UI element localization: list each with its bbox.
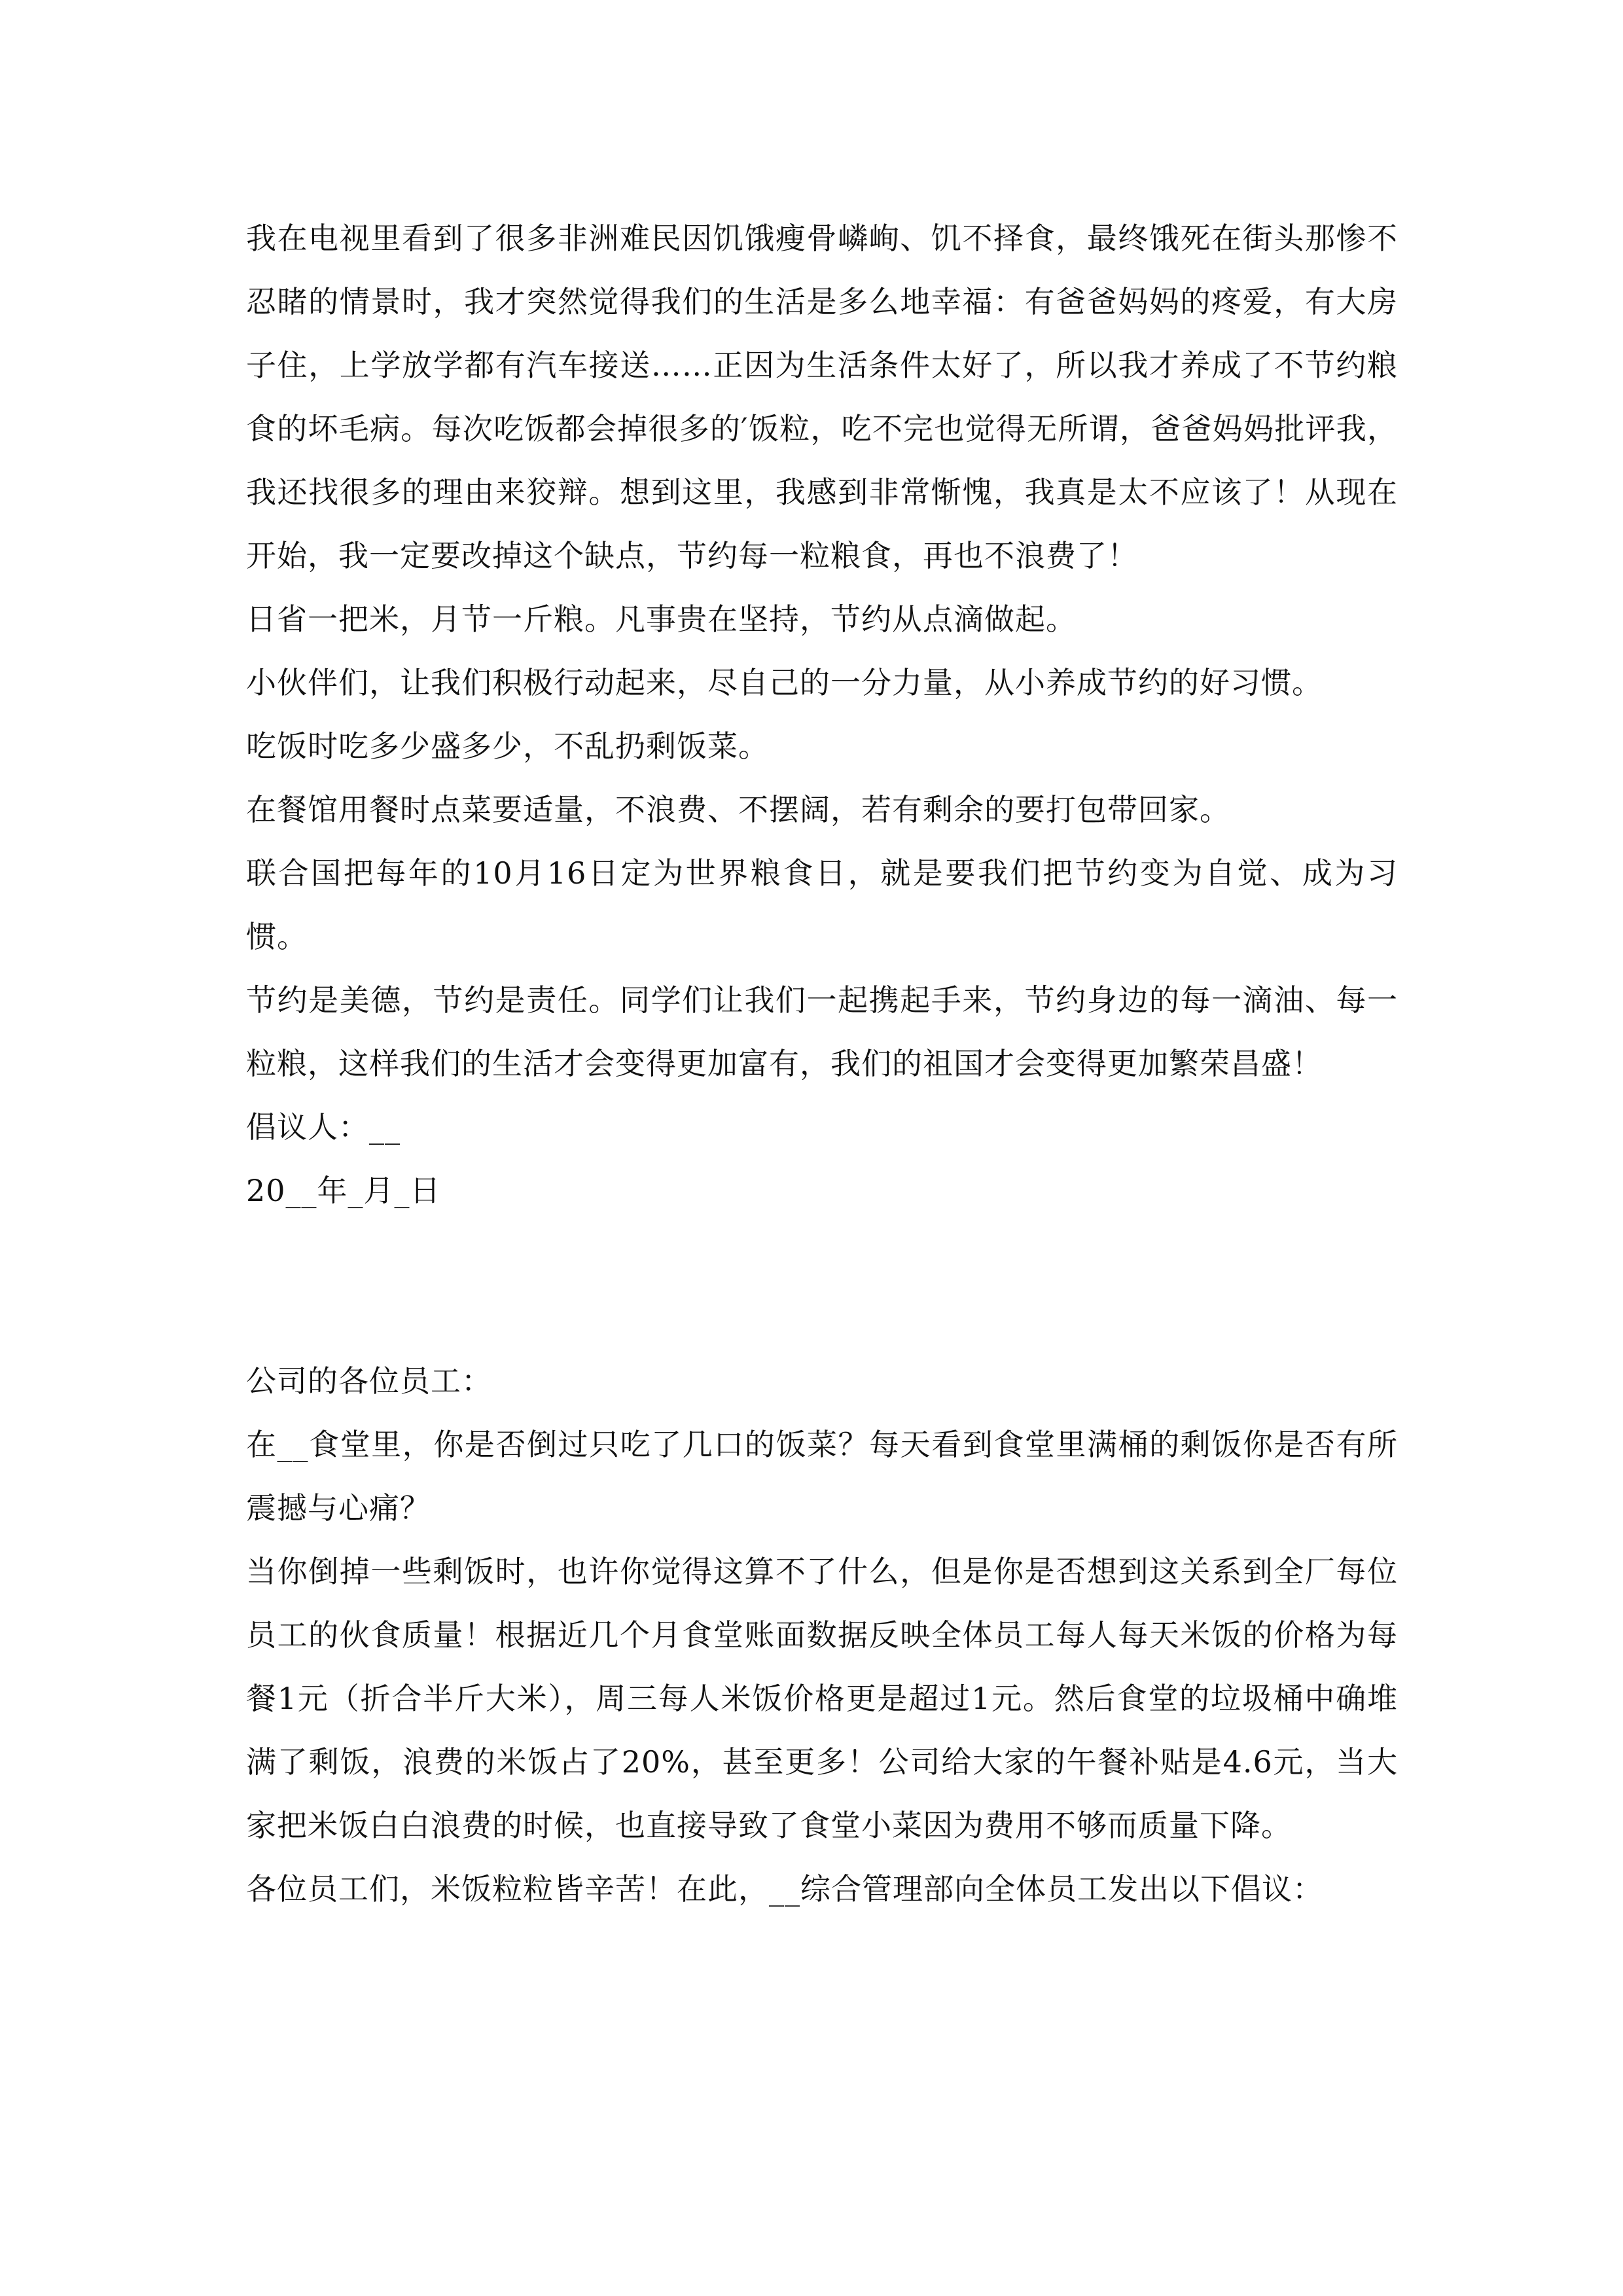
paragraph-virtue-responsibility: 节约是美德，节约是责任。同学们让我们一起携起手来，节约身边的每一滴油、每一粒粮，这样我们的生活才会变得更加富有，我们的祖国才会变得更加繁荣昌盛！ [246, 982, 1398, 1081]
paragraph-world-food-day: 联合国把每年的10月16日定为世界粮食日，就是要我们把节约变为自觉、成为习惯。 [246, 855, 1398, 954]
paragraph-famine-reflection: 我在电视里看到了很多非洲难民因饥饿瘦骨嶙峋、饥不择食，最终饿死在街头那惨不忍睹的情景时，我才突然觉得我们的生活是多么地幸福：有爸爸妈妈的疼爱，有大房子住，上学放学都有汽车接送……正因为生活条件太好了，所以我才养成了不节约粮食的坏毛病。每次吃饭都会掉很多的′饭粒，吃不完也觉得无所谓，爸爸妈妈批评我，我还找很多的理由来狡辩。想到这里，我感到非常惭愧，我真是太不应该了！从现在开始，我一定要改掉这个缺点，节约每一粒粮食，再也不浪费了！ [246, 221, 1398, 573]
paragraph-proposal-intro: 各位员工们，米饭粒粒皆辛苦！在此，__综合管理部向全体员工发出以下倡议： [246, 1871, 1323, 1907]
section-gap [246, 1223, 1398, 1350]
paragraph-restaurant-tip: 在餐馆用餐时点菜要适量，不浪费、不摆阔，若有剩余的要打包带回家。 [246, 792, 1230, 827]
paragraph-eat-what-you-take: 吃饭时吃多少盛多少，不乱扔剩饭菜。 [246, 728, 769, 764]
paragraph-waste-statistics: 当你倒掉一些剩饭时，也许你觉得这算不了什么，但是你是否想到这关系到全厂每位员工的伙食质量！根据近几个月食堂账面数据反映全体员工每人每天米饭的价格为每餐1元（折合半斤大米），周三每人米饭价格更是超过1元。然后食堂的垃圾桶中确堆满了剩饭，浪费的米饭占了20%，甚至更多！公司给大家的午餐补贴是4.6元，当大家把米饭白白浪费的时候，也直接导致了食堂小菜因为费用不够而质量下降。 [246, 1554, 1398, 1843]
paragraph-canteen-question: 在__食堂里，你是否倒过只吃了几口的饭菜？每天看到食堂里满桶的剩饭你是否有所震撼与心痛？ [246, 1427, 1398, 1526]
proposer-line: 倡议人：__ [246, 1109, 401, 1145]
document-body [246, 207, 1398, 1921]
paragraph-saving-motto: 日省一把米，月节一斤粮。凡事贵在坚持，节约从点滴做起。 [246, 601, 1077, 637]
greeting-line: 公司的各位员工： [246, 1363, 492, 1399]
date-line: 20__年_月_日 [246, 1173, 441, 1208]
paragraph-call-to-action: 小伙伴们，让我们积极行动起来，尽自己的一分力量，从小养成节约的好习惯。 [246, 665, 1323, 700]
